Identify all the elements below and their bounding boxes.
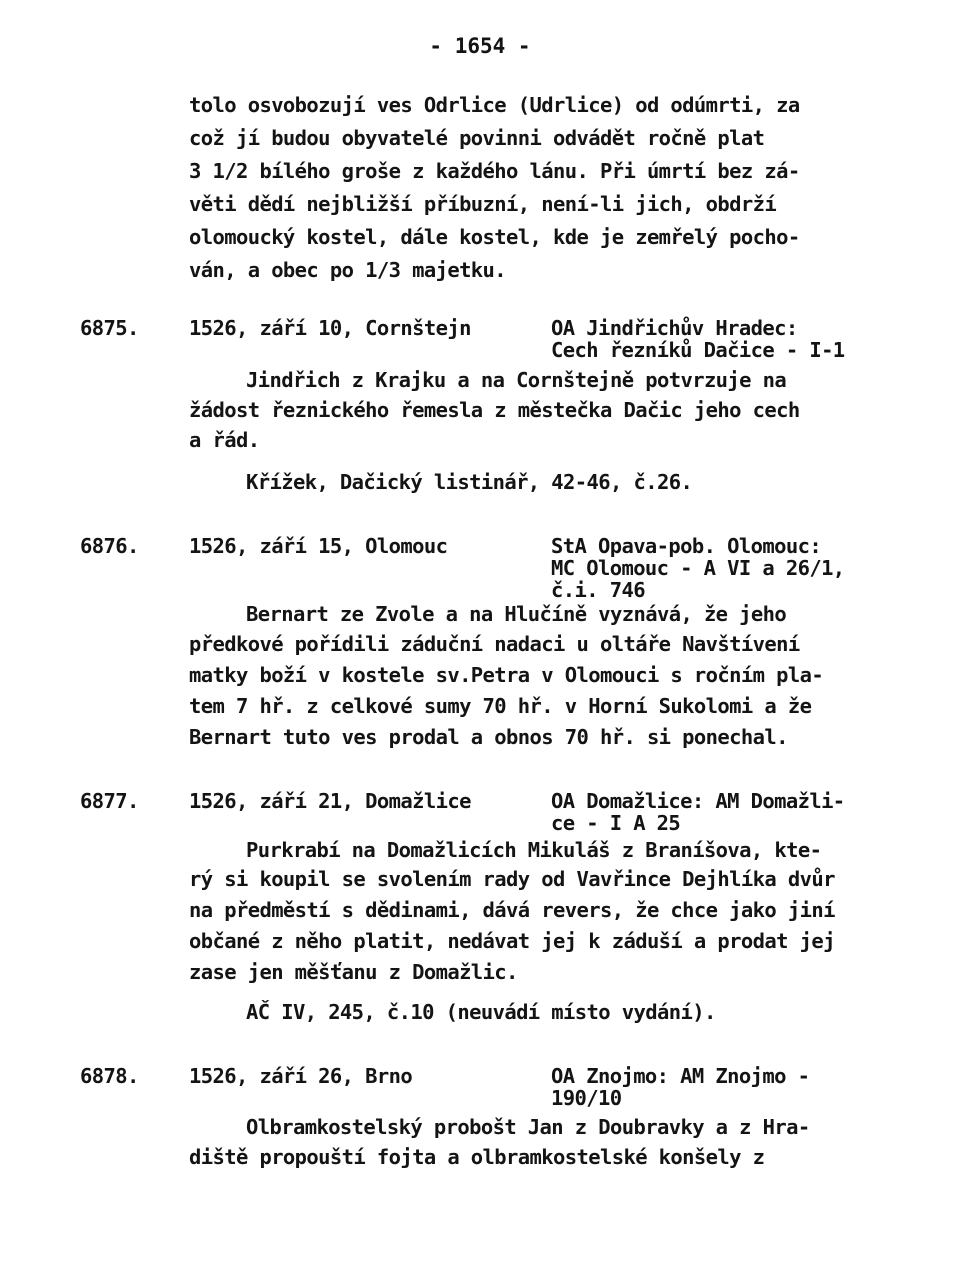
intro-line: 3 1/2 bílého groše z každého lánu. Při úmrtí bez zá- (189, 159, 800, 183)
entry-text-line: občané z něho platit, nedávat jej k záduší a prodat jej (189, 929, 835, 953)
archive-reference: MC Olomouc - A VI a 26/1, (551, 556, 845, 580)
literature-reference: Křížek, Dačický listinář, 42-46, č.26. (246, 470, 693, 494)
page-number: - 1654 - (429, 34, 531, 58)
entry-heading: 1526, září 26, Brno (189, 1064, 413, 1088)
entry-heading: 1526, září 15, Olomouc (189, 534, 448, 558)
intro-line: což jí budou obyvatelé povinni odvádět ročně plat (189, 126, 765, 150)
entry-text-line: předkové pořídili záduční nadaci u oltáře Navštívení (189, 632, 800, 656)
entry-text-line: Bernart tuto ves prodal a obnos 70 hř. si ponechal. (189, 725, 788, 749)
entry-text-line: Purkrabí na Domažlicích Mikuláš z Braníšova, kte- (246, 838, 822, 862)
entry-text-line: rý si koupil se svolením rady od Vavřince Dejhlíka dvůr (189, 867, 835, 891)
archive-reference: 190/10 (551, 1086, 622, 1110)
archive-reference: OA Domažlice: AM Domažli- (551, 789, 845, 813)
archive-reference: č.i. 746 (551, 578, 645, 602)
entry-text-line: tem 7 hř. z celkové sumy 70 hř. v Horní Sukolomi a že (189, 694, 812, 718)
archive-reference: Cech řezníků Dačice - I-1 (551, 338, 845, 362)
entry-text-line: žádost řeznického řemesla z městečka Dačic jeho cech (189, 398, 800, 422)
entry-text-line: a řád. (189, 428, 260, 452)
entry-text-line: diště propouští fojta a olbramkostelské konšely z (189, 1145, 765, 1169)
entry-heading: 1526, září 10, Cornštejn (189, 316, 471, 340)
entry-text-line: Olbramkostelský probošt Jan z Doubravky a z Hra- (246, 1115, 810, 1139)
entry-number: 6875. (80, 316, 139, 340)
entry-heading: 1526, září 21, Domažlice (189, 789, 471, 813)
literature-reference: AČ IV, 245, č.10 (neuvádí místo vydání). (246, 1000, 716, 1024)
intro-line: olomoucký kostel, dále kostel, kde je zemřelý pocho- (189, 225, 800, 249)
entry-number: 6876. (80, 534, 139, 558)
entry-text-line: na předměstí s dědinami, dává revers, že chce jako jiní (189, 898, 835, 922)
entry-number: 6878. (80, 1064, 139, 1088)
intro-line: tolo osvobozují ves Odrlice (Udrlice) od odúmrti, za (189, 93, 800, 117)
archive-reference: OA Jindřichův Hradec: (551, 316, 798, 340)
archive-reference: ce - I A 25 (551, 811, 681, 835)
entry-number: 6877. (80, 789, 139, 813)
archive-reference: OA Znojmo: AM Znojmo - (551, 1064, 810, 1088)
entry-text-line: zase jen měšťanu z Domažlic. (189, 960, 518, 984)
intro-line: věti dědí nejbližší příbuzní, není-li jich, obdrží (189, 192, 777, 216)
entry-text-line: Bernart ze Zvole a na Hlučíně vyznává, že jeho (246, 602, 787, 626)
archive-reference: StA Opava-pob. Olomouc: (551, 534, 822, 558)
entry-text-line: matky boží v kostele sv.Petra v Olomouci s ročním pla- (189, 663, 824, 687)
intro-line: ván, a obec po 1/3 majetku. (189, 258, 507, 282)
entry-text-line: Jindřich z Krajku a na Cornštejně potvrzuje na (246, 368, 787, 392)
